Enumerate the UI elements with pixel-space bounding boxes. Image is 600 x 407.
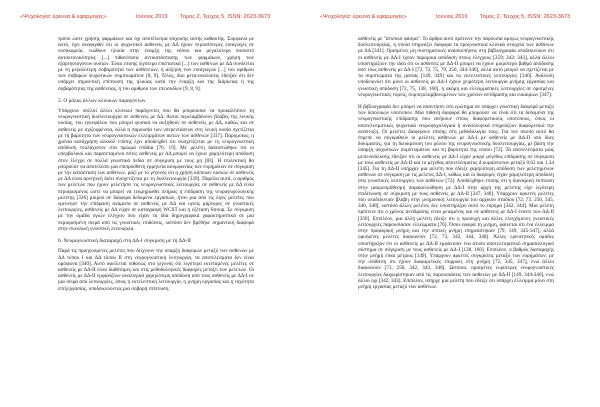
issue-date: Ιούνιος 2019 [136, 14, 168, 20]
paragraph: Η βιβλιογραφία δεν μπορεί να απαντήσει στο ερώτημα αν υπάρχει γνωστική διαφορά μεταξύ των διπολικών υποτύπων. Μια πιθανή διαφορά θα μπορούσε να είναι ότι τα δεδομένα της νευρογνωστικής επίδρασης που ανήκουν στους διαφορετικούς υποτύπους, όπως οι αποτελεσματικές ψυχωτικά νευροψυχολογικά ή ανοσολογικά επηρεάζουν διαφορετικά την ανάπτυξη. Οι μελέτες διαφέρουν επίσης στη μεθοδολογία τους. Για τον σκοπό αυτό θα έπρεπε να συγκριθούν οι μελέτες ασθενών με ΔΔ-Ι με ασθενείς με ΔΔ-ΙΙ υπό ίδιες δοκιμασίες, για τη διευκρίνιση του ρόλου της νευρογνωστικής δυσλειτουργίας, με βάση την ύπαρξη ψυχωτικών συμπτωμάτων και τη βαρύτητα της νόσου [72]. Τα αποτελέσματα μιας μετα-ανάλυσης έδειξαν ότι οι ασθενείς με ΔΔ-Ι είχαν μικρό μέγεθος επίδρασης σε σύγκριση με τους ασθενείς με ΔΔ-ΙΙ και το μέγεθος αποτελέσματος d κυμαίνονταν μεταξύ 0,62 και 1,34 [345]. Για τη ΔΔ-ΙΙ υπήρχαν μια μελέτη που έδειξε χαμηλότερη απόδοση των μελετημένων ασθενών σε σύγκριση με τις μελέτες ΔΔ-Ι, καθώς και οι διαφορές είχαν χαμηλότερη απόδοση στις γνωστικές λειτουργίες των ασθενών [72]. Αποδείχθηκε επίσης ότι η διαναμική έκπτωση στην μακροπρόθεσμη παρακολούθηση με ΔΔ-Ι στην αρχή της μελέτης είχε λιγότερη επιδείνωση σε σύγκριση με τους ασθενείς με ΔΔ-ΙΙ [347, 348]. Υπάρχουν αρκετές μελέτες που υποδείκνυαν βλάβη στην μνημονική λειτουργία του αρχικού σταδίου [72, 73, 250, 345, 346, 348], ωστόσο άλλες μελέτες δεν υποστήριξαν αυτό το εύρημα [342, 344]. Μια μελέτη πρότεινε ότι ο χρόνος αντίδρασης είναι μειωμένος και σε ασθενείς με ΔΔ-Ι έναντι των ΔΔ-ΙΙ [350]. Επιπλέον, μια άλλη μελέτη έδειξε ότι η προσοχή και άλλες ελεγχόμενες γνωστικές λειτουργίες παρουσίασαν ελλείμματα [76]. Όσον αφορά τη μνήμη, φαίνεται ότι ένα έλλειμμα στην προφορική μνήμη και την οπτική μνήμη επηρεάστηκαν [79, 149, 345-347], αλλά ορισμένες μελέτες διαφωνούν [72, 73, 342, 344, 348]. Άλλες ερευνητικές ομάδες υποστήριξαν ότι οι ασθενείς με ΔΔ-ΙΙ εμφάνισαν ένα άτυπο αποτελεσματικό σημασιολογικό σύστημα σε σύγκριση με τους ασθενείς με ΔΔ-Ι [138, 160]. Επιπλέον, ο βαθμός διαταραχής στην μνήμη είναι μέτριος [149]. Υπάρχουν αρκετές συγκρίσεις μεταξύ των ευρημάτων, με την υπόθεση ότι έχουν διαφορετικές επιρροές στη μνήμη [72, 345, 347], ενώ άλλοι διαφωνούν [73, 250, 342, 343, 348]. Ωστόσο, ορισμένες ευρύτερες νευρογνωστικές λειτουργίες διαχωρίστηκαν από τις παρουσιάσεις των ασθενών με ΔΔ-ΙΙ [149, 344-346], ενώ άλλοι όχι [342, 343]. Επιπλέον, υπήρχε μια μελέτη που έδειξε ότι υπάρχει έλλειμμα μόνο στη μνήμη εργασίας μεταξύ των ασθενών. [358, 104, 554, 290]
journal-title: «Ψυχολογία: έρευνα & εφαρμογές» [320, 14, 407, 20]
right-body-text [358, 36, 554, 296]
paragraph: τρόπο ώστε χρήσης φαρμάκων και όχι αποτέλεσμα ψύχωσης αυτής καθαυτής. Σύμφωνα με αυτό, έχει αναφερθεί ότι οι ψυχωτικοί ασθενείς με ΔΔ έχουν περισσότερες εισαγωγές σε νοσοκομεία, νιώθουν ηλικία στην έναρξη της νόσου και μεγαλύτερο ποσοστό αυτοκτονικότητας [...] πιθανότατα αντικατάστασης των φαρμάκων, χρήση των εξαρτησιογόνων ουσιών. Είναι επίσης λιγότερο επιστατικά [...] των ασθενών με ΔΔ συνδέεται με τη μεγαλύτερη σοβαρότητα των ασθενειών, ή αύξηση των εισαγωγών [...] του αριθμού των σοβαρών ψυχωτικών συμπτωμάτων [8, 9]. Τέλος, δύο μετα-αναλύσεις έδειξαν ότι δεν υπάρχει σημαντική επίπτωση της ηλικίας κατά την έναρξη και της διάρκειας ή της σοβαρότητας της ασθένειας, ή του αριθμού των επεισοδίων [9, 8, 9]. [58, 36, 254, 92]
issue-date: Ιούνιος 2019 [436, 14, 468, 20]
paragraph: Παρά τις προηγούμενες μελέτες που δείχνουν την ύπαρξη διαφορών μεταξύ των ασθενών με ΔΔ τύπου Ι και ΔΔ τύπου ΙΙ στη νευρογνωστική λειτουργία, τα αποτελέσματα δεν είναι ομόφωνα [340]. Αυτό οφείλεται πιθανώς στο γεγονός ότι λιγότερο εκτεταμένες μελέτες σε ασθενείς με ΔΔ-ΙΙ είναι διαθέσιμες και στις μεθοδολογικές διαφορές μεταξύ των μελετών. Οι ασθενείς με ΔΔ-ΙΙ εμφανίζουν αναλογικά χαμηλότερη απόδοση από τους ασθενείς με ΔΔ-Ι σε μια σειρά από λειτουργίες, όπως η εκτελεστική λειτουργία, η μνήμη εργασίας και η ταχύτητα επεξεργασίας, υποδεικνύοντας μια σοβαρή επίπτωση. [58, 248, 254, 292]
left-running-header [0, 14, 300, 26]
paragraph: ασθενείς με "άτυπικό φάσμα". Το άρθρο αυτό πρότεινε την παρουσία αμιγώς νευρογνωστικής δυσλειτουργίας, η οποία επηρεάζει διάφορα τα προγνωστικά κλινικά στοιχεία των ασθενών με ΔΔ [341]. Ορισμένες μη συστηματικές ανασκοπήσεις στη βιβλιογραφία υποδεικνύουν ότι οι ασθενείς με ΔΔ-Ι έχουν παρόμοια απόδοση στους ελέγχους [259; 342; 343], αλλά άλλοι υποστηρίζουν την ιδέα ότι οι ασθενείς με ΔΔ-ΙΙ μπορεί να έχουν μικρότερο βαθμό απόδοσης από τους ασθενείς με ΔΔ-Ι [72, 73, 75, 79, 250, 344-346], αλλά αυτό μπορεί να σχετίζεται με τα συμπτώματα της μανίας [149, 349] και τις εκτελεστικές λειτουργίες [346]. Ανάλυση υποδεικνύει ότι μόνο οι ασθενείς με ΔΔ-Ι έχουν χειρότερη λειτουργία μνήμης εργασίας και γνωστική απόδοση [72, 75, 138, 160], ή ακόμη και ελλειμματικές λειτουργίες σε ορισμένες νευρογνωστικές τομείς, συμπεριλαμβανομένων των χρόνων αντίδρασης και ευκαιριών [347]. [358, 36, 554, 98]
journal-title: «Ψυχολογία: έρευνα & εφαρμογές» [20, 14, 107, 20]
right-page [300, 0, 600, 407]
issue-info: Τόμος 2, Τεύχος 5, ISSN: 2623-3673 [180, 14, 271, 20]
section-heading: 6. Νευρογνωστική διαταραχή στη ΔΔ-Ι σύγκριση με τη ΔΔ-ΙΙ [58, 238, 191, 245]
issue-info: Τόμος 2, Τεύχος 5, ISSN: 2623-3673 [480, 14, 571, 20]
right-running-header [300, 14, 600, 26]
paragraph: Υπάρχουν πολλοί άλλοι κλινικοί παράγοντες που θα μπορούσαν να προκαλέσουν τη νευρογνωστική δυσλειτουργία σε ασθενείς με ΔΔ. Αυτοί περιλαμβάνουν βλάβες της λευκής ουσίας, του εγκεφάλου που μπορεί φυσικά να αυξηθούν σε ασθενείς με ΔΔ, καθώς και σε ασθενείς με σχιζοφρένεια, αλλά η παρουσία των υπερεντάσεων στη λευκή ουσία σχετίζεται με τη βαρύτητα των νευρογνωστικών ελλειμμάτων αυτών των ασθενών [337]. Παρομοίως, η χρόνια κατάχρηση αλκοόλ επίσης έχει αποδειχθεί ότι συσχετίζεται με τη νευρογνωστική απόδοση τουλάχιστον στα πρώιμα στάδια [76, 19]. Με μελέτη διαπιστώθηκε ότι οι υπερβολικοί και παρατεταμένοι πότες ασθενείς με ΔΔ μπορεί να έχουν χαμηλότερη απόδοση στον έλεγχο σε πολλά γνωστικά πεδία σε σύγκριση με τους μη [83]. Η επιλεκτική θα μπορούσε να αποτελέσει μια επιπρόσθετη ερμηνεία ασυμφωνίας των ευρημάτων σε σύγκριση με την κατάσταση των ασθενών, μαζί με το γεγονός ότι η χρήση κάποιων ουσιών σε ασθενείς με ΔΔ είναι αρνητική διότι συσχετίζεται με τη δυσλειτουργία [339]. Παρόλα αυτά, ο αριθμός των μελετών που έχουν μελετήσει τις νευρογνωστικές λειτουργίες σε ασθενείς με ΔΔ είναι περιορισμένος ώστε να μπορεί να τεκμηριωθεί πλήρως η επίδραση της νευροψυχολογικής μελέτης [336] μικρού σε διάφορα δεδομένα εργασιών, ήταν μια από τις λίγες μελέτες που ερεύνησε την επίδραση ανάμεσα σε ασθενείς με ΔΔ και υγιείς μάρτυρες σε γνωστικές λειτουργίες, ασθενείς με ΔΔ είχαν σε καταγραφή WCST και η εξέταση Stroop. Σε σύγκριση με την ομάδα υγιών ελέγχου που είχαν τα ίδια δημογραφικά χαρακτηριστικά σε μια περιορισμένη σειρά από τις γνωστικές επιδόσεις, ωστόσο δεν βρέθηκε σημαντική διαφορά στην συνολική γνωστική λειτουργία. [58, 108, 254, 232]
left-body-text [58, 36, 254, 298]
section-heading: 5. Ο ρόλος άλλων κλινικών παραγόντων [58, 97, 146, 104]
